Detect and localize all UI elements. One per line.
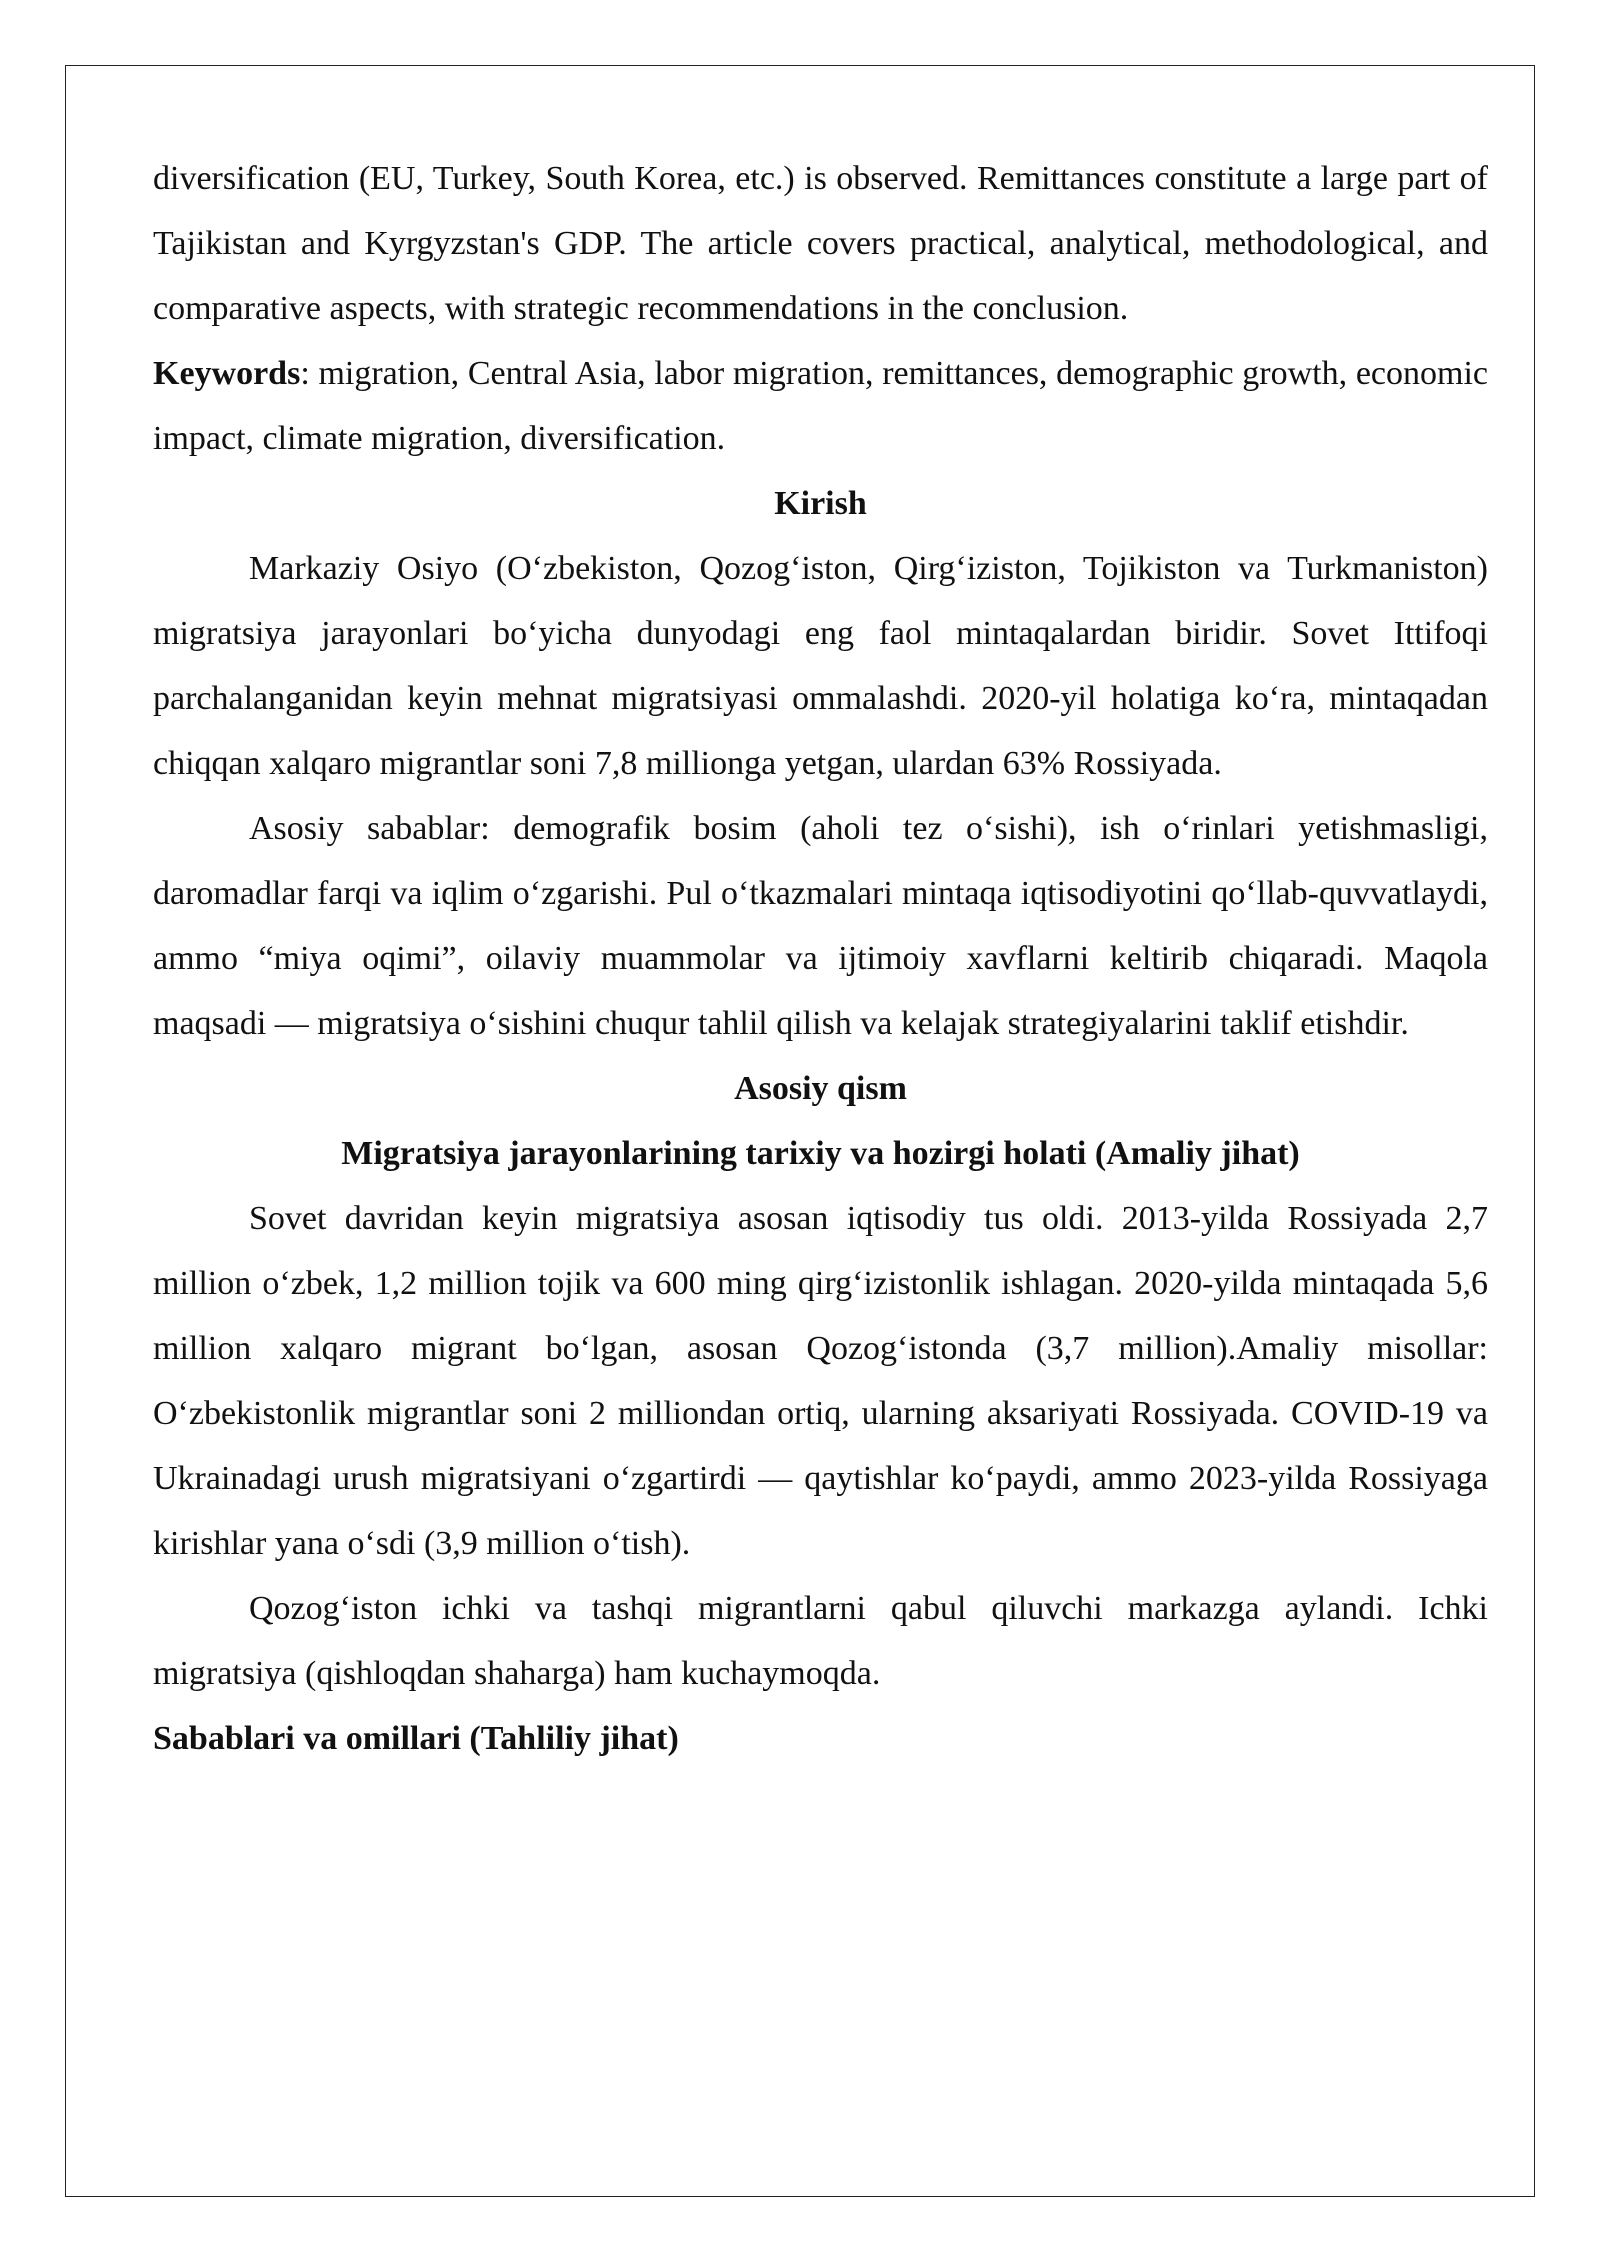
keywords-label: Keywords (153, 355, 301, 392)
intro-paragraph-1: Markaziy Osiyo (O‘zbekiston, Qozog‘iston, Qirg‘iziston, Tojikiston va Turkmaniston) migratsiya jarayonlari bo‘yicha dunyodagi eng faol mintaqalardan biridir. Sovet Ittifoqi parchalanganidan keyin mehnat migratsiyasi ommalashdi. 2020-yil holatiga ko‘ra, mintaqadan chiqqan xalqaro migrantlar soni 7,8 millionga yetgan, ulardan 63% Rossiyada. (153, 550, 1488, 782)
keywords-text: : migration, Central Asia, labor migration, remittances, demographic growth, economic impact, climate migration, diversification. (153, 355, 1488, 457)
main-heading: Asosiy qism (734, 1070, 907, 1107)
main-paragraph-2: Qozog‘iston ichki va tashqi migrantlarni qabul qiluvchi markazga aylandi. Ichki migratsiya (qishloqdan shaharga) ham kuchaymoqda. (153, 1590, 1488, 1692)
intro-paragraph-2: Asosiy sabablar: demografik bosim (aholi tez o‘sishi), ish o‘rinlari yetishmasligi, daromadlar farqi va iqlim o‘zgarishi. Pul o‘tkazmalari mintaqa iqtisodiyotini qo‘llab-quvvatlaydi, ammo “miya oqimi”, oilaviy muammolar va ijtimoiy xavflarni keltirib chiqaradi. Maqola maqsadi — migratsiya o‘sishini chuqur tahlil qilish va kelajak strategiyalarini taklif etishdir. (153, 810, 1488, 1042)
abstract-tail-paragraph: diversification (EU, Turkey, South Korea, etc.) is observed. Remittances constitute a large part of Tajikistan and Kyrgyzstan's GDP. The article covers practical, analytical, methodological, and comparative aspects, with strategic recommendations in the conclusion. (153, 160, 1488, 327)
main-paragraph-1: Sovet davridan keyin migratsiya asosan iqtisodiy tus oldi. 2013-yilda Rossiyada 2,7 million o‘zbek, 1,2 million tojik va 600 ming qirg‘izistonlik ishlagan. 2020-yilda mintaqada 5,6 million xalqaro migrant bo‘lgan, asosan Qozog‘istonda (3,7 million).Amaliy misollar: O‘zbekistonlik migrantlar soni 2 milliondan ortiq, ularning aksariyati Rossiyada. COVID-19 va Ukrainadagi urush migratsiyani o‘zgartirdi — qaytishlar ko‘paydi, ammo 2023-yilda Rossiyaga kirishlar yana o‘sdi (3,9 million o‘tish). (153, 1200, 1488, 1562)
main-subheading: Migratsiya jarayonlarining tarixiy va hozirgi holati (Amaliy jihat) (341, 1135, 1300, 1172)
keywords-paragraph (153, 341, 1488, 471)
intro-heading: Kirish (774, 485, 867, 522)
section-heading: Sabablari va omillari (Tahliliy jihat) (153, 1720, 679, 1757)
document-body (153, 146, 1488, 1771)
